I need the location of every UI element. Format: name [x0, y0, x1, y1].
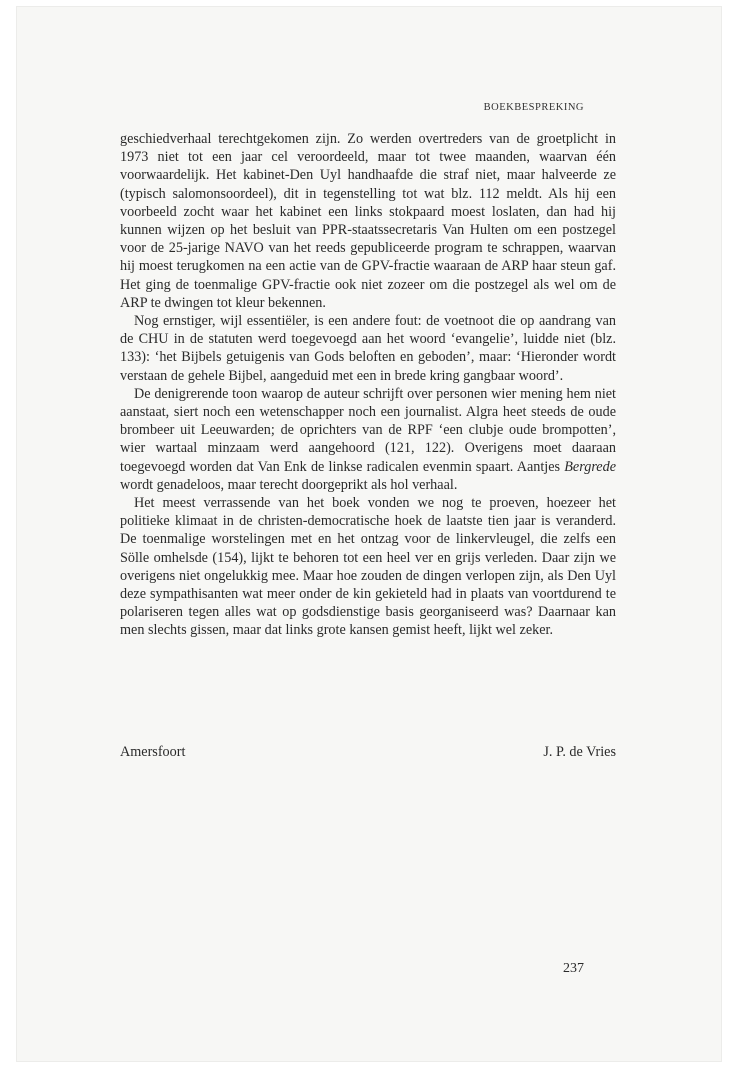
- running-head: BOEKBESPREKING: [483, 102, 584, 113]
- book-title-bergrede: Bergrede: [564, 458, 616, 475]
- paragraph-3-text-start: De denigrerende toon waarop de auteur schrijft over personen wier mening hem niet aanstaat, siert noch een wetenschapper noch een journalist. Algra heet steeds de oude brombeer uit Leeuwarden; de oprichters van de RPF ‘een clubje oude brompotten’, wier wartaal minzaam werd aangehoord (121, 122). Overigens moet daaraan toegevoegd worden dat Van Enk de linkse radicalen evenmin spaart. Aantjes: [120, 385, 616, 475]
- page-number: 237: [563, 961, 584, 976]
- paragraph-1: geschiedverhaal terechtgekomen zijn. Zo werden overtreders van de groetplicht in 1973 niet tot een jaar cel veroordeeld, maar tot twee maanden, waarvan één voorwaardelijk. Het kabinet-Den Uyl handhaafde die straf niet, maar halveerde ze (typisch salomonsoordeel), dit in tegenstelling tot wat blz. 112 meldt. Als hij een voorbeeld zocht waar het kabinet een links stokpaard moest loslaten, dan had hij kunnen wijzen op het besluit van PPR-staatssecretaris Van Hulten om een postzegel voor de 25-jarige NAVO van het reeds gepubliceerde program te schrappen, waarvan hij moest terugkomen na een actie van de GPV-fractie waaraan de ARP haar steun gaf. Het ging de toenmalige GPV-fractie ook niet zozeer om die postzegel als wel om de ARP te dwingen tot kleur bekennen.: [120, 131, 616, 311]
- book-page: [16, 6, 722, 1062]
- paragraph-4: Het meest verrassende van het boek vonden we nog te proeven, hoezeer het politieke klimaat in de christen-democratische hoek de laatste tien jaar is veranderd. De toenmalige worstelingen met en het ontzag voor de linkervleugel, die zelfs een Sölle omhelsde (154), lijkt te behoren tot een heel ver en grijs verleden. Daar zijn we overigens niet ongelukkig mee. Maar hoe zouden de dingen verlopen zijn, als Den Uyl deze sympathisanten wat meer onder de kin gekieteld had in plaats van voortdurend te polariseren tegen alles wat op godsdienstige basis georganiseerd was? Daarnaar kan men slechts gissen, maar dat links grote kansen gemist heeft, lijkt wel zeker.: [120, 495, 616, 639]
- paragraph-2: Nog ernstiger, wijl essentiëler, is een andere fout: de voetnoot die op aandrang van de CHU in de statuten werd toegevoegd aan het woord ‘evangelie’, luidde niet (blz. 133): ‘het Bijbels getuigenis van Gods beloften en geboden’, maar: ‘Hieronder wordt verstaan de gehele Bijbel, aangeduid met een in brede kring gangbaar woord’.: [120, 313, 616, 384]
- signature-place: Amersfoort: [120, 744, 186, 760]
- paragraph-3-text-end: wordt genadeloos, maar terecht doorgeprikt als hol verhaal.: [120, 476, 458, 493]
- paragraph-3: [120, 385, 616, 494]
- review-text: [120, 130, 616, 640]
- signature-author: J. P. de Vries: [543, 744, 616, 760]
- signature-row: [120, 744, 616, 761]
